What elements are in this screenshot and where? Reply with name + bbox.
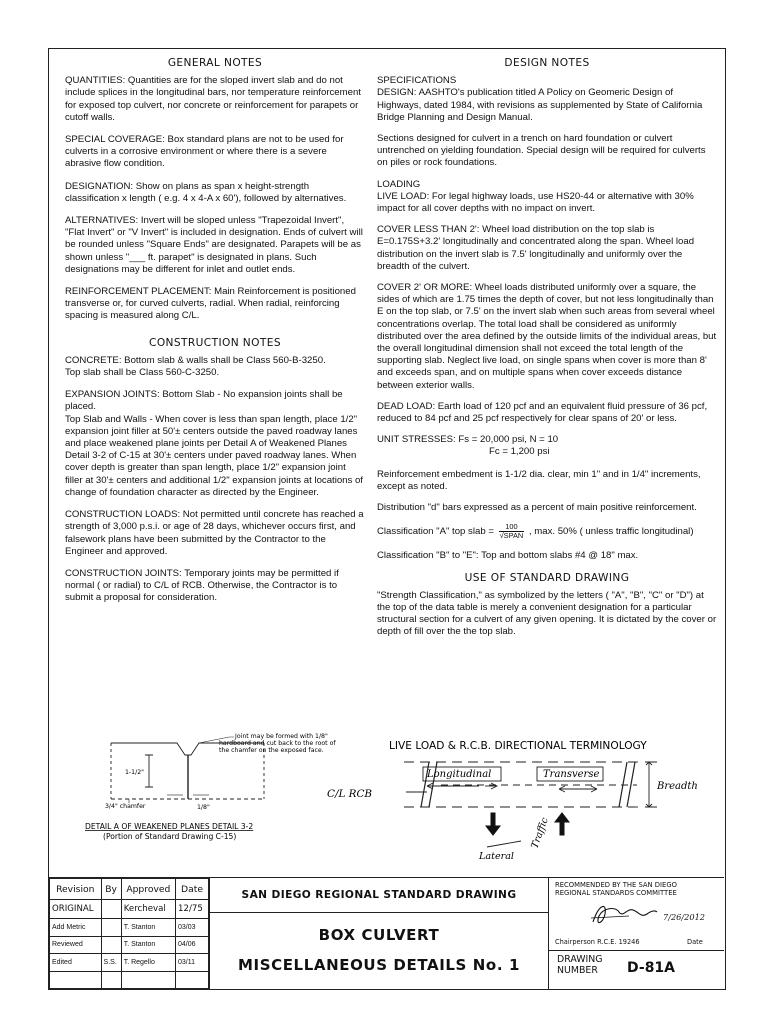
general-note-reinforcement: REINFORCEMENT PLACEMENT: Main Reinforcement is positioned transverse or, for curved culverts, radial. When radial, reinforcing spacing is measured along C/L. xyxy=(65,286,356,322)
approved-header: Approved xyxy=(121,879,175,900)
dim-1-8: 1/8" xyxy=(197,804,210,811)
revision-cell: Add Metric xyxy=(50,919,102,937)
revision-header: Revision xyxy=(50,879,102,900)
revision-cell: ORIGINAL xyxy=(50,900,102,919)
approved-cell xyxy=(121,971,175,989)
general-note-special-coverage: SPECIAL COVERAGE: Box standard plans are not to be used for culverts in a corrosive environment or where there is a severe abrasive flow condition. xyxy=(65,134,344,170)
recommended-line-2: REGIONAL STANDARDS COMMITTEE xyxy=(555,889,677,897)
design-note-loading: LOADING LIVE LOAD: For legal highway loads, use HS20-44 or alternative with 30% impact for all cover depths with no impact on invert. xyxy=(377,178,694,215)
live-load-title: LIVE LOAD & R.C.B. DIRECTIONAL TERMINOLOGY xyxy=(389,740,647,752)
general-note-quantities: QUANTITIES: Quantities are for the sloped invert slab and do not include splices in the longitudinal bars, nor temperature reinforcement for exposed top culvert, nor concrete or reinforcement for parapets or cutoff walls. xyxy=(65,75,361,123)
construction-note-concrete: CONCRETE: Bottom slab & walls shall be Class 560-B-3250. Top slab shall be Class 560-C-3250. xyxy=(65,354,326,379)
chairperson-label: Chairperson R.C.E. 19246 xyxy=(555,938,640,946)
general-note-alternatives: ALTERNATIVES: Invert will be sloped unless "Trapezoidal Invert", "Flat Invert" or "V Invert" is included in designation. Ends of culvert will be rounded unless "Square Ends" are designated. Parapets will be as shown unless "___ ft. parapet" is designated in plans. Such designations may be different for inlet and outlet ends. xyxy=(65,215,363,275)
revision-row xyxy=(50,971,209,989)
design-note-cover-more: COVER 2' OR MORE: Wheel loads distributed uniformly over a square, the sides of which are 1.75 times the depth of cover, but not less longitudinally than E on the top slab, or 7.5' on the invert slab when such areas from several wheel concentrations overlap. The total load shall be considered as uniformly distributed over the area defined by the outside limits of the individual areas, but the overall longitudinal dimension shall not exceed the total length of the supporting slab. Neglect live load, on single spans when cover is more than 8' and exceeds span, and on multiple spans when cover exceeds distance between exterior walls. xyxy=(377,282,717,391)
approved-cell: Kercheval xyxy=(121,900,175,919)
approval-block xyxy=(549,878,724,989)
classification-a-formula xyxy=(377,523,717,540)
chamfer-label: 3/4" chamfer xyxy=(105,803,146,810)
recommended-line-1: RECOMMENDED BY THE SAN DIEGO xyxy=(555,881,677,889)
construction-notes-title: CONSTRUCTION NOTES xyxy=(149,336,281,349)
construction-note-joints: CONSTRUCTION JOINTS: Temporary joints may be permitted if normal ( or radial) to C/L of RCB. Otherwise, the Contractor is to submit a proposal for consideration. xyxy=(65,567,339,604)
class-a-numerator: 100 xyxy=(499,523,525,532)
divider xyxy=(549,950,724,951)
date-label: Date xyxy=(687,938,703,946)
left-notes-column xyxy=(65,57,365,615)
standard-drawing-text: "Strength Classification," as symbolized by the letters ( "A", "B", "C" or "D") at the top of the data table is merely a convenient designation for a particular structural section for a culvert of any given opening. It is dictated by the cover or depth of fill over the the top slab. xyxy=(377,589,717,638)
detail-drawings xyxy=(49,729,727,879)
date-cell: 04/06 xyxy=(176,936,209,954)
longitudinal-label: Longitudinal xyxy=(427,769,492,780)
drawing-label-line-2: NUMBER xyxy=(557,965,598,976)
joint-note-2: hardboard and cut back to the root of xyxy=(219,740,336,747)
drawing-title-block xyxy=(209,878,549,989)
drawing-title-line-1: BOX CULVERT xyxy=(318,926,440,944)
right-notes-column xyxy=(377,57,717,648)
recommended-by xyxy=(555,881,677,897)
general-notes-title: GENERAL NOTES xyxy=(167,57,263,69)
revision-row xyxy=(50,919,209,937)
unit-stresses-fc: Fc = 1,200 psi xyxy=(489,446,550,458)
detail-a-subcaption: (Portion of Standard Drawing C-15) xyxy=(103,832,237,841)
revision-table xyxy=(49,878,209,989)
unit-stresses: UNIT STRESSES: Fs = 20,000 psi, N = 10 xyxy=(377,434,559,446)
design-notes-title: DESIGN NOTES xyxy=(504,57,590,69)
design-note-sections: Sections designed for culvert in a trench on hard foundation or culvert untrenched on yielding foundation. Special design will be required for culverts on piles or rock foundations. xyxy=(377,133,706,169)
drawing-title-line-2: MISCELLANEOUS DETAILS No. 1 xyxy=(237,956,520,974)
drawing-number: D-81A xyxy=(627,960,676,976)
date-cell xyxy=(176,971,209,989)
approved-cell: T. Stanton xyxy=(121,919,175,937)
by-cell xyxy=(101,936,121,954)
design-note-specifications: SPECIFICATIONS DESIGN: AASHTO's publication titled A Policy on Geomeric Design of Highways, dated 1984, with revisions as supplemented by State of California Bridge Planning and Design Manual. xyxy=(377,75,703,123)
design-note-dead-load: DEAD LOAD: Earth load of 120 pcf and an equivalent fluid pressure of 36 pcf, reduced to 84 pcf and 25 pcf respectively for clear spans of 20' or less. xyxy=(377,400,708,425)
revision-row xyxy=(50,936,209,954)
revision-cell xyxy=(50,971,102,989)
drawing-number-label xyxy=(557,954,603,976)
by-cell xyxy=(101,919,121,937)
date-header: Date xyxy=(176,879,209,900)
class-a-fraction xyxy=(499,523,525,540)
by-cell xyxy=(101,900,121,919)
by-header: By xyxy=(101,879,121,900)
approved-cell: T. Regello xyxy=(121,954,175,972)
construction-note-loads: CONSTRUCTION LOADS: Not permitted until concrete has reached a strength of 3,000 p.s.i. or age of 28 days, whichever occurs first, and falsework plans have been submitted by the Contractor to the Engineer and approved. xyxy=(65,509,364,557)
classification-b-e: Classification "B" to "E": Top and bottom slabs #4 @ 18" max. xyxy=(377,550,639,562)
detail-a-caption: DETAIL A OF WEAKENED PLANES DETAIL 3-2 xyxy=(85,822,254,831)
lateral-label: Lateral xyxy=(479,851,514,862)
joint-note-1: Joint may be formed with 1/8" xyxy=(235,733,328,740)
date-cell: 12/75 xyxy=(176,900,209,919)
detail-drawings-svg xyxy=(49,729,727,879)
dim-1-1-2: 1-1/2" xyxy=(125,769,144,776)
joint-note-3: the chamfer on the exposed face. xyxy=(219,747,324,754)
revision-row xyxy=(50,954,209,972)
traffic-label: Traffic xyxy=(529,816,551,851)
design-note-embedment: Reinforcement embedment is 1-1/2 dia. clear, min 1" and in 1/4" increments, except as noted. xyxy=(377,468,701,492)
revision-header-row xyxy=(50,879,209,900)
cl-rcb-label: C/L RCB xyxy=(327,788,373,800)
date-cell: 03/11 xyxy=(176,954,209,972)
signature-date: 7/26/2012 xyxy=(663,912,705,922)
divider xyxy=(210,912,548,913)
revision-cell: Edited xyxy=(50,954,102,972)
class-a-denominator: √SPAN xyxy=(499,531,524,541)
drawing-label-line-1: DRAWING xyxy=(557,954,603,965)
standard-drawing-title: USE OF STANDARD DRAWING xyxy=(464,571,630,584)
breadth-label: Breadth xyxy=(657,781,698,792)
revision-cell: Reviewed xyxy=(50,936,102,954)
design-note-cover-less: COVER LESS THAN 2': Wheel load distribution on the top slab is E=0.175S+3.2' longitudinally and concentrated along the span. Wheel load distribution on the invert slab is 7.5' longitudinally and uniformly over the breadth of the culvert. xyxy=(377,224,695,272)
construction-note-expansion-joints: EXPANSION JOINTS: Bottom Slab - No expansion joints shall be placed. Top Slab and Walls - When cover is less than span length, place 1/2" expansion joint filler at 50'± centers outside the paved roadway lanes and place weakened plane joints per Detail A of Weakened Planes Detail 3-2 of C-15 at 30'± centers under paved roadway lanes. When cover depth is greater than span length, place 1/2" expansion joint filler at 30'± centers and additional 1/2" expansion joints at locations of change of foundation character as directed by the Engineer. xyxy=(65,389,363,498)
title-block xyxy=(49,877,724,989)
signature-image xyxy=(589,900,659,928)
class-a-prefix: Classification "A" top slab = xyxy=(377,526,497,538)
design-note-distribution: Distribution "d" bars expressed as a percent of main positive reinforcement. xyxy=(377,502,697,514)
by-cell: S.S. xyxy=(101,954,121,972)
revision-row xyxy=(50,900,209,919)
date-cell: 03/03 xyxy=(176,919,209,937)
general-note-designation: DESIGNATION: Show on plans as span x height-strength classification x length ( e.g. 4 x 4-A x 60'), followed by alternatives. xyxy=(65,180,347,204)
drawing-sheet xyxy=(48,48,726,990)
agency-name: SAN DIEGO REGIONAL STANDARD DRAWING xyxy=(241,889,517,901)
transverse-label: Transverse xyxy=(543,769,600,780)
direction-arrows xyxy=(486,813,569,835)
class-a-suffix: , max. 50% ( unless traffic longitudinal) xyxy=(526,526,694,538)
by-cell xyxy=(101,971,121,989)
approved-cell: T. Stanton xyxy=(121,936,175,954)
